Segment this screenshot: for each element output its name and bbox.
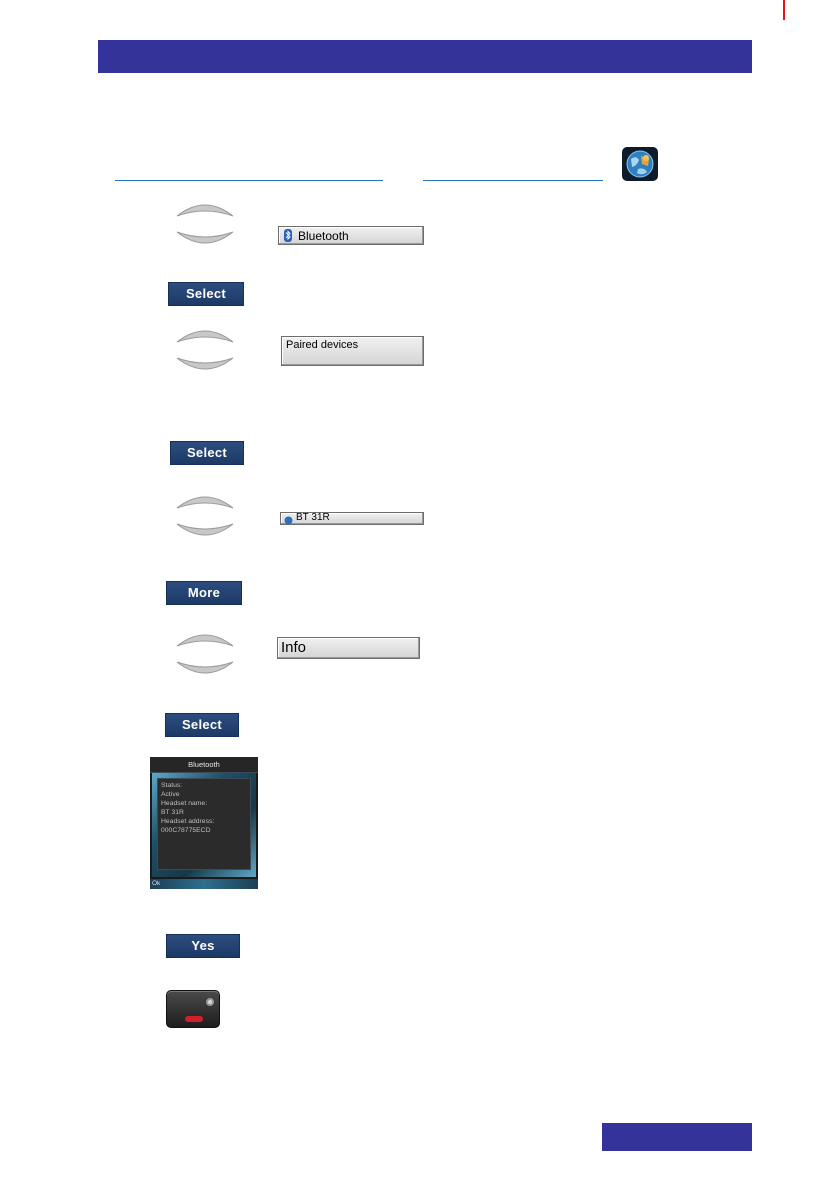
select-softkey-1[interactable]: Select bbox=[168, 282, 244, 306]
screen-line: Active bbox=[161, 791, 180, 798]
bluetooth-icon bbox=[284, 229, 292, 245]
link-underline-1[interactable] bbox=[115, 180, 383, 181]
screen-title: Bluetooth bbox=[150, 757, 258, 773]
screen-ok-softkey[interactable]: Ok bbox=[152, 880, 161, 887]
device-bullet-icon bbox=[284, 514, 293, 525]
display-bluetooth-text: Bluetooth bbox=[298, 229, 349, 243]
display-info bbox=[277, 637, 420, 659]
screen-frame bbox=[152, 773, 256, 877]
select-softkey-3[interactable]: Select bbox=[165, 713, 239, 737]
header-bar bbox=[98, 40, 752, 73]
bluetooth-info-screen bbox=[150, 757, 258, 889]
end-call-symbol bbox=[185, 1009, 203, 1027]
link-underline-2[interactable] bbox=[423, 180, 603, 181]
more-softkey[interactable]: More bbox=[166, 581, 242, 605]
nav-key-icon[interactable] bbox=[165, 626, 245, 682]
screen-info-panel bbox=[157, 778, 251, 870]
screen-line: 000C78775ECD bbox=[161, 827, 211, 834]
yes-softkey[interactable]: Yes bbox=[166, 934, 240, 958]
display-device-text: BT 31R bbox=[296, 512, 330, 523]
screen-line: BT 31R bbox=[161, 809, 184, 816]
screen-softkey-bar bbox=[150, 879, 258, 889]
display-bluetooth bbox=[278, 226, 424, 245]
display-device bbox=[280, 512, 424, 525]
nav-key-icon[interactable] bbox=[165, 488, 245, 544]
led-icon bbox=[205, 994, 215, 1012]
select-softkey-2[interactable]: Select bbox=[170, 441, 244, 465]
screen-line: Headset name: bbox=[161, 800, 208, 807]
display-paired-devices-text: Paired devices bbox=[286, 339, 359, 351]
nav-key-icon[interactable] bbox=[165, 322, 245, 378]
display-paired-devices bbox=[281, 336, 424, 366]
display-info-text: Info bbox=[281, 639, 307, 656]
screen-line: Headset address: bbox=[161, 818, 215, 825]
crop-mark bbox=[783, 0, 785, 20]
menu-globe-icon bbox=[622, 147, 658, 181]
end-key-icon[interactable] bbox=[166, 990, 220, 1028]
footer-bar bbox=[602, 1123, 752, 1151]
screen-line: Status: bbox=[161, 782, 183, 789]
nav-key-icon[interactable] bbox=[165, 196, 245, 252]
